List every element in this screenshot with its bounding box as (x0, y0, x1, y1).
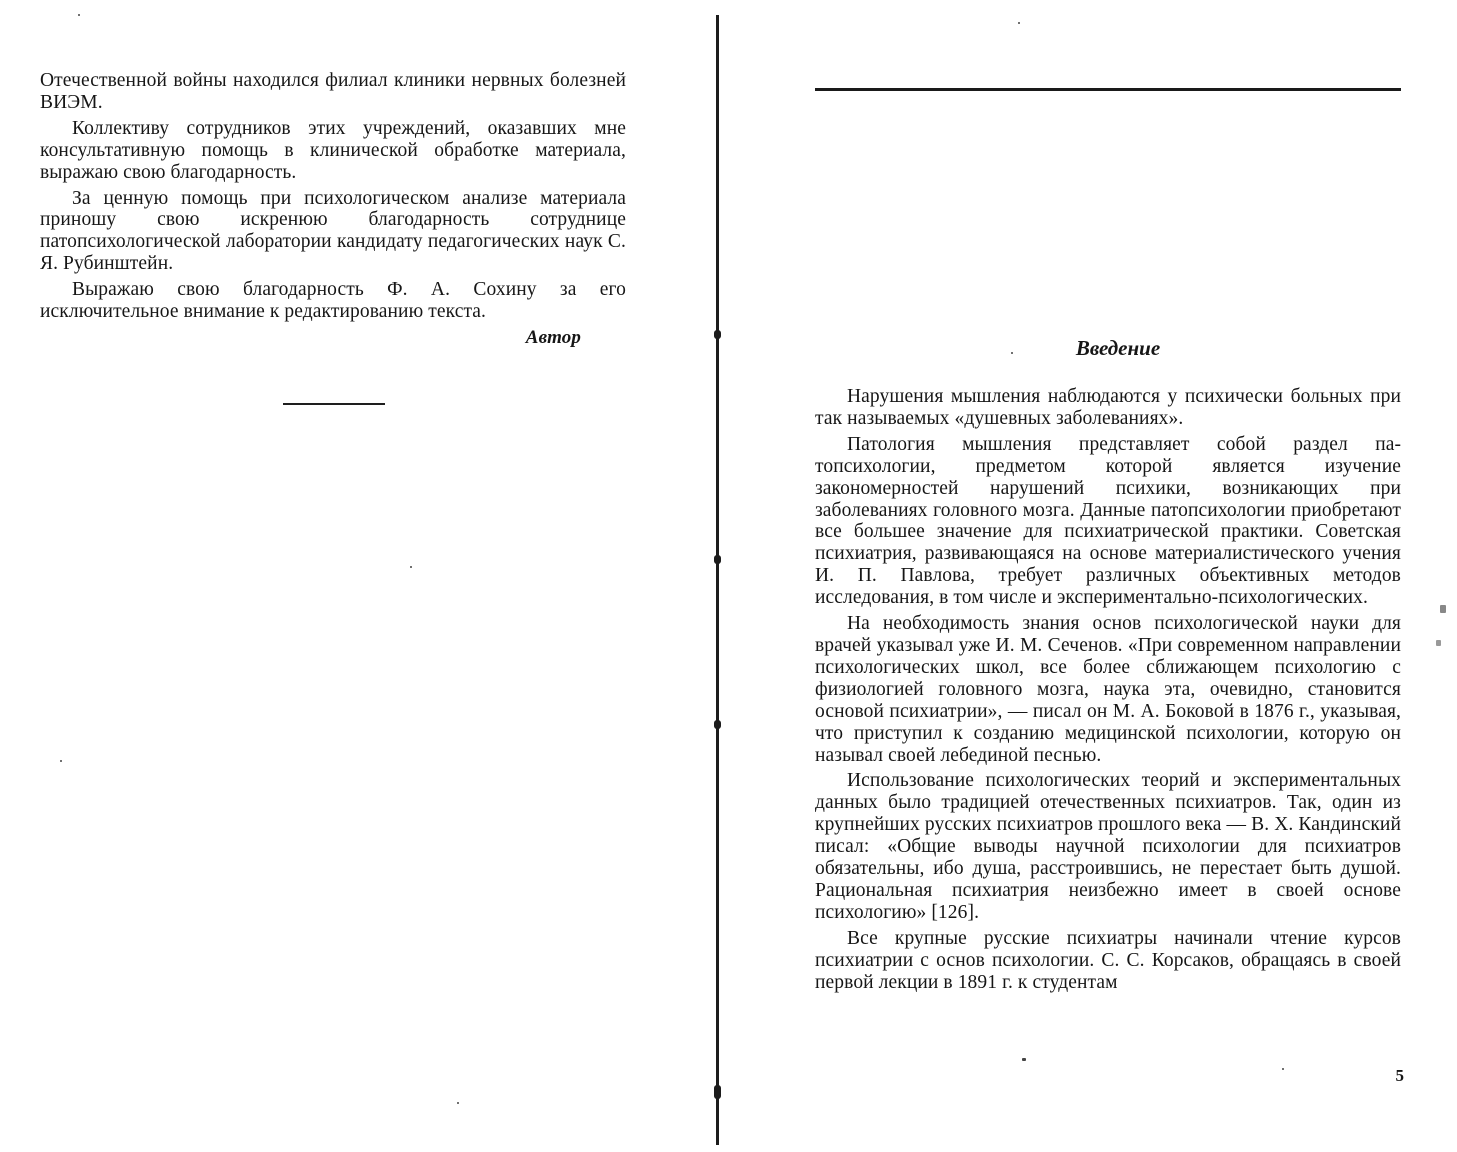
scan-speck (1282, 1068, 1284, 1070)
scan-speck (1440, 605, 1446, 613)
left-paragraph-1: Отечественной войны находился филиал клиники нервных болезней ВИЭМ. (40, 70, 626, 113)
right-paragraph-4: Использование психологических теорий и экспериментальных данных было традицией отечественных психиатров. Так, один из крупнейших русских психиатров прошлого века — В. Х. Кандинский писал: «Общие выводы научной психологии для психиатров обязательны, ибо душа, расстроившись, не перестает быть душой. Рациональная психиатрия неизбежно имеет в своей основе психологию» [126]. (815, 770, 1401, 923)
section-heading-text: Введение (1075, 336, 1161, 360)
scan-speck (1436, 640, 1441, 646)
left-page-text (40, 70, 626, 353)
book-binding-line (716, 15, 719, 1145)
binding-mark (714, 555, 721, 564)
page-header-rule (815, 88, 1401, 91)
section-heading (815, 336, 1401, 360)
binding-mark (714, 330, 721, 339)
scan-speck (457, 1102, 459, 1104)
right-paragraph-1: Нарушения мышления наблюдаются у психически больных при так называемых «душевных заболеваниях». (815, 386, 1401, 429)
binding-mark (714, 720, 721, 729)
scan-speck (78, 14, 80, 16)
right-paragraph-3: На необходимость знания основ психологической науки для врачей указывал уже И. М. Сеченов. «При современном направлении психологических школ, все более сближающем психологию с физиологией головного мозга, наука эта, очевидно, становится основой психиатрии», — писал он М. А. Боковой в 1876 г., указывая, что приступил к созданию медицинской психологии, которую он называл своей лебединой песнью. (815, 613, 1401, 766)
right-paragraph-5: Все крупные русские психиатры начинали чтение курсов психиатрии с основ психологии. С. С. Корсаков, обращаясь в своей первой лекции в 1891 г. к студентам (815, 927, 1401, 993)
end-of-section-rule (283, 403, 385, 405)
right-page-text (815, 386, 1401, 997)
scan-speck (60, 760, 62, 762)
scan-speck (410, 566, 412, 568)
left-paragraph-4: Выражаю свою благодарность Ф. А. Сохину за его исключительное внимание к редактированию текста. (40, 279, 626, 323)
left-paragraph-3: За ценную помощь при психологическом анализе материала приношу свою искренюю благодарность сотруднице патопсихологической лаборатории кандидату педагогических наук С. Я. Рубинштейн. (40, 187, 626, 275)
scan-speck (1018, 22, 1020, 24)
scan-speck (1022, 1058, 1026, 1061)
left-paragraph-2: Коллективу сотрудников этих учреждений, оказавших мне консультативную помощь в клинической обработке материала, выражаю свою благодарность. (40, 117, 626, 183)
author-signature: Автор (525, 326, 581, 348)
binding-mark (714, 1085, 721, 1099)
scan-speck (1011, 352, 1013, 354)
page-number: 5 (1395, 1066, 1404, 1085)
right-paragraph-2: Патология мышления представляет собой раздел патопсихологии, предметом которой является изучение закономерностей нарушений психики, возникающих при заболеваниях головного мозга. Данные патопсихологии приобретают все большее значение для психиатрической практики. Советская психиатрия, развивающаяся на основе материалистического учения И. П. Павлова, требует различных объективных методов исследования, в том числе и экспериментально-психологических. (815, 433, 1401, 609)
